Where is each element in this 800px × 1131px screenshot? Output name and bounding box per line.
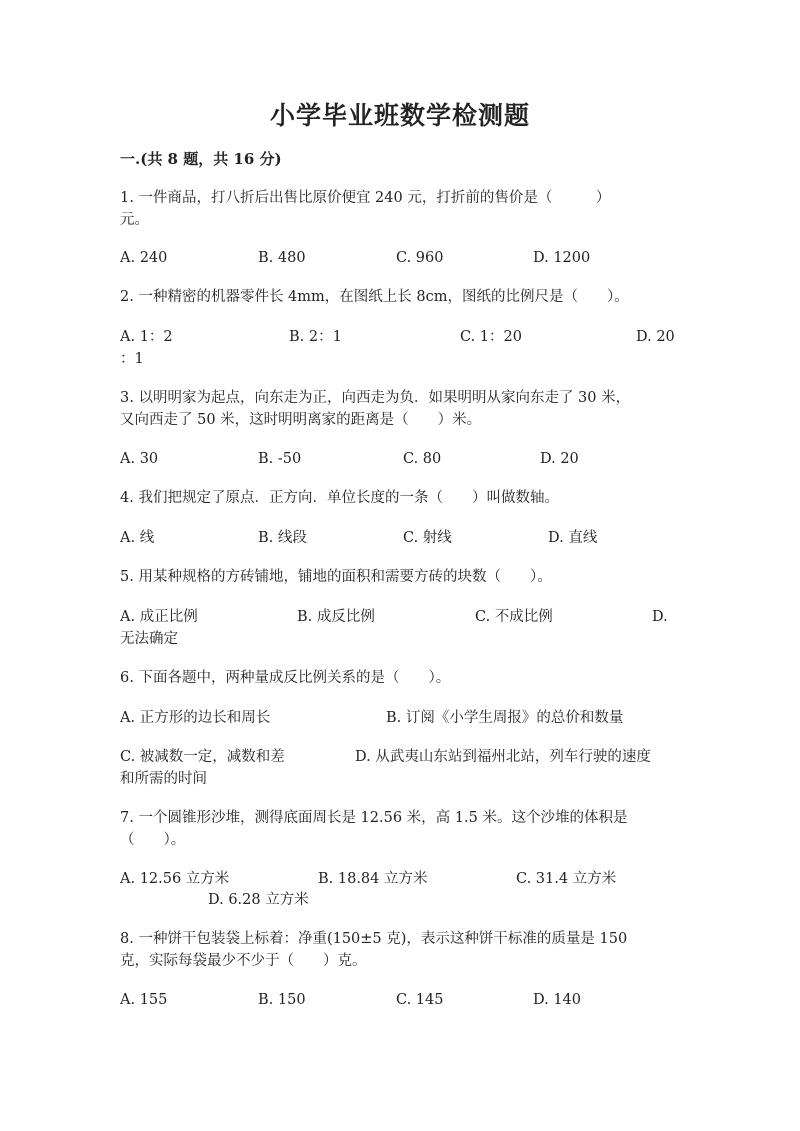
- q6-option-d-cont: 和所需的时间: [120, 771, 207, 787]
- q6-option-c: C. 被减数一定，减数和差: [120, 749, 285, 765]
- q3-option-d: D. 20: [540, 451, 579, 467]
- section-header: 一.(共 8 题，共 16 分): [120, 150, 282, 168]
- q3-option-c: C. 80: [403, 451, 442, 467]
- q4-option-c: C. 射线: [403, 530, 452, 546]
- question-5-text: 5. 用某种规格的方砖铺地，铺地的面积和需要方砖的块数（ ）。: [120, 569, 552, 585]
- q7-option-d: D. 6.28 立方米: [208, 892, 309, 908]
- question-1-text-cont: 元。: [120, 212, 149, 228]
- q8-option-d: D. 140: [533, 992, 582, 1008]
- q1-option-d: D. 1200: [533, 250, 591, 266]
- question-8-text-cont: 克，实际每袋最少不少于（ ）克。: [120, 953, 367, 969]
- q6-option-d: D. 从武夷山东站到福州北站，列车行驶的速度: [355, 749, 651, 765]
- q8-option-a: A. 155: [120, 992, 168, 1008]
- q4-option-d: D. 直线: [548, 530, 598, 546]
- q8-option-b: B. 150: [258, 992, 306, 1008]
- question-1-text: 1. 一件商品，打八折后出售比原价便宜 240 元，打折前的售价是（ ）: [120, 190, 611, 206]
- q2-option-d: D. 20: [636, 329, 675, 345]
- question-2-text: 2. 一种精密的机器零件长 4mm，在图纸上长 8cm，图纸的比例尺是（ ）。: [120, 289, 629, 305]
- q5-option-d-cont: 无法确定: [120, 631, 178, 647]
- question-3-text-cont: 又向西走了 50 米，这时明明离家的距离是（ ）米。: [120, 412, 482, 428]
- q3-option-b: B. -50: [258, 451, 302, 467]
- q6-option-b: B. 订阅《小学生周报》的总价和数量: [386, 710, 624, 726]
- question-4-text: 4. 我们把规定了原点．正方向．单位长度的一条（ ）叫做数轴。: [120, 490, 559, 506]
- q2-option-c: C. 1：20: [460, 329, 522, 345]
- q1-option-b: B. 480: [258, 250, 306, 266]
- q5-option-d: D.: [652, 609, 668, 625]
- q8-option-c: C. 145: [396, 992, 444, 1008]
- page-title: 小学毕业班数学检测题: [269, 101, 530, 130]
- q2-option-a: A. 1：2: [120, 329, 173, 345]
- q4-option-b: B. 线段: [258, 530, 307, 546]
- question-7-text: 7. 一个圆锥形沙堆，测得底面周长是 12.56 米，高 1.5 米。这个沙堆的体积是: [120, 810, 628, 826]
- q5-option-c: C. 不成比例: [475, 609, 553, 625]
- q5-option-a: A. 成正比例: [120, 609, 198, 625]
- q3-option-a: A. 30: [120, 451, 159, 467]
- question-3-text: 3. 以明明家为起点，向东走为正，向西走为负．如果明明从家向东走了 30 米，: [120, 390, 631, 406]
- q1-option-a: A. 240: [120, 250, 168, 266]
- q6-option-a: A. 正方形的边长和周长: [120, 710, 271, 726]
- question-7-text-cont: （ ）。: [120, 832, 186, 848]
- q7-option-b: B. 18.84 立方米: [318, 871, 428, 887]
- q7-option-c: C. 31.4 立方米: [516, 871, 617, 887]
- question-8-text: 8. 一种饼干包装袋上标着：净重(150±5 克)，表示这种饼干标准的质量是 150: [120, 931, 628, 947]
- q2-option-d-cont: ：1: [120, 351, 144, 367]
- q5-option-b: B. 成反比例: [297, 609, 375, 625]
- q2-option-b: B. 2：1: [289, 329, 342, 345]
- q4-option-a: A. 线: [120, 530, 155, 546]
- q7-option-a: A. 12.56 立方米: [120, 871, 230, 887]
- q1-option-c: C. 960: [396, 250, 444, 266]
- question-6-text: 6. 下面各题中，两种量成反比例关系的是（ ）。: [120, 670, 451, 686]
